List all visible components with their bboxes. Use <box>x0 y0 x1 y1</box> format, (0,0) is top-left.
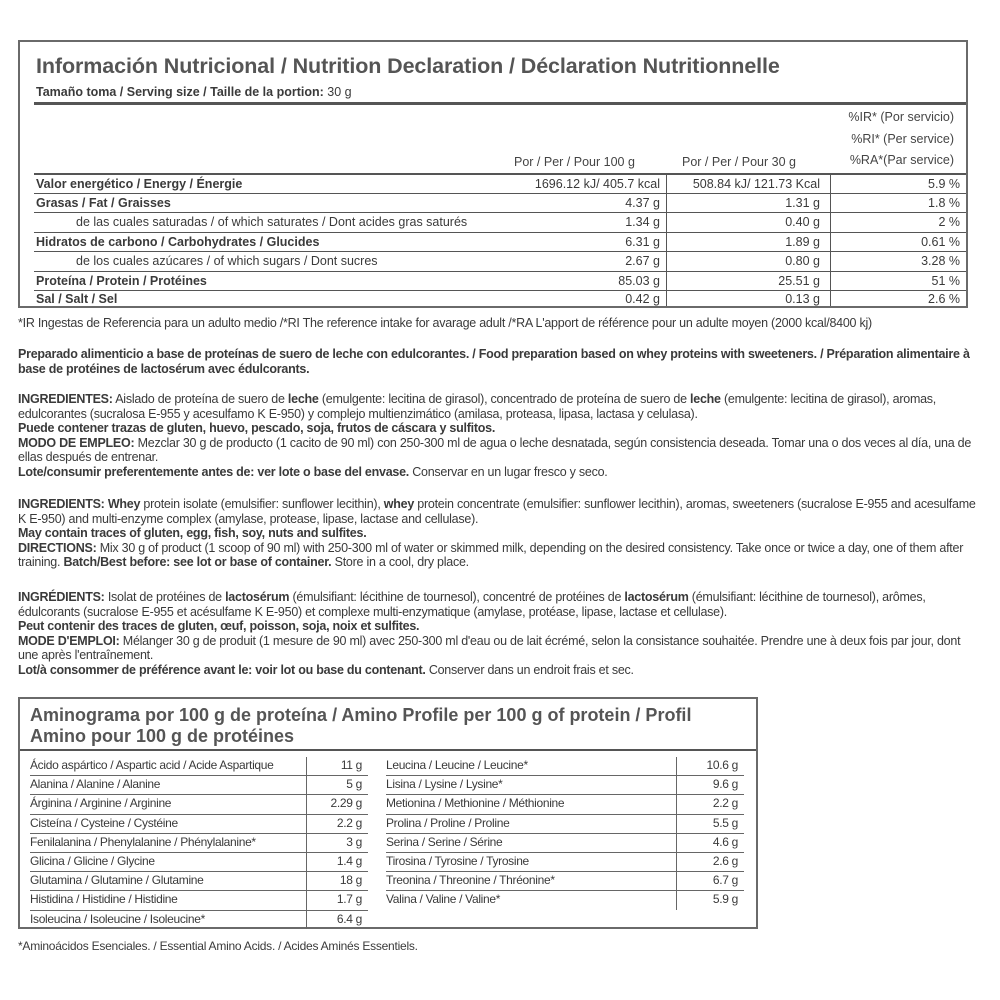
ingredients-fr <box>18 590 982 619</box>
amino-row <box>30 776 364 795</box>
column-divider <box>830 175 831 306</box>
ingredients-text: (emulgente: lecitina de girasol), concentrado de proteína de suero de <box>318 392 691 406</box>
storage-text: Conservar en un lugar fresco y seco. <box>409 464 608 479</box>
row-per100: 2.67 g <box>625 254 660 268</box>
amino-name: Isoleucina / Isoleucine / Isoleucine* <box>30 911 205 926</box>
ingredients-text: (émulsifiant: lécithine de tournesol), concentré de protéines de <box>289 590 625 604</box>
ingredients-label: INGREDIENTES: <box>18 392 113 406</box>
amino-row <box>386 815 740 834</box>
row-per100: 1.34 g <box>625 215 660 229</box>
nutrition-row-energy <box>34 175 966 193</box>
column-divider <box>666 175 667 306</box>
amino-column-right <box>386 757 740 911</box>
amino-row <box>30 815 364 834</box>
lot-label: Lot/à consommer de préférence avant le: voir lot ou base du contenant. <box>18 662 426 677</box>
nutrition-row-fat <box>34 194 966 212</box>
directions-es <box>18 436 982 465</box>
amino-row <box>386 757 740 776</box>
row-per30: 1.31 g <box>785 196 820 210</box>
row-per30: 0.40 g <box>785 215 820 229</box>
amino-value: 2.2 g <box>336 815 362 830</box>
section-en <box>18 497 982 570</box>
amino-title-rule <box>20 749 756 751</box>
allergen-highlight: Whey <box>104 497 141 511</box>
amino-footnote: *Aminoácidos Esenciales. / Essential Amino Acids. / Acides Aminés Essentiels. <box>18 939 418 953</box>
amino-value: 2.6 g <box>712 853 738 868</box>
ingredients-text: (emulgente: lecitina de girasol), aromas, edulcorantes (sucralosa E-955 y acesulfamo K E-950) y complejo multienzimático (amilasa, proteasa, lipasa, lactasa y celulasa). <box>18 392 937 421</box>
amino-name: Alanina / Alanine / Alanine <box>30 777 161 792</box>
amino-value: 10.6 g <box>706 758 738 772</box>
section-es <box>18 392 982 479</box>
amino-row <box>386 834 740 853</box>
amino-name: Prolina / Proline / Proline <box>386 815 510 830</box>
amino-value: 6.4 g <box>336 911 362 926</box>
row-ri: 2 % <box>938 215 960 229</box>
ingredients-text: Isolat de protéines de <box>104 590 226 604</box>
storage-text: Conserver dans un endroit frais et sec. <box>425 662 634 677</box>
directions-fr <box>18 634 982 663</box>
amino-row <box>30 834 364 853</box>
amino-name: Leucina / Leucine / Leucine* <box>386 758 528 772</box>
amino-row <box>30 911 364 930</box>
amino-name: Fenilalanina / Phenylalanine / Phénylalanine* <box>30 834 256 849</box>
directions-label: DIRECTIONS: <box>18 540 97 555</box>
row-per30: 1.89 g <box>785 235 820 249</box>
allergens-es: Puede contener trazas de gluten, huevo, pescado, soja, frutos de cáscara y sulfitos. <box>18 421 496 435</box>
amino-row <box>386 891 740 910</box>
allergen-highlight: leche <box>690 392 721 406</box>
amino-column-left <box>30 757 364 930</box>
directions-en <box>18 541 982 570</box>
amino-title: Aminograma por 100 g de proteína / Amino Profile per 100 g of protein / Profil Amino pour 100 g de protéines <box>30 705 692 746</box>
amino-profile-table <box>18 697 758 929</box>
amino-row <box>30 795 364 814</box>
amino-value: 2.29 g <box>330 796 362 811</box>
column-divider <box>306 757 307 929</box>
amino-row <box>30 853 364 872</box>
amino-name: Metionina / Methionine / Méthionine <box>386 796 565 811</box>
ingredients-label: INGRÉDIENTS: <box>18 590 105 604</box>
amino-value: 5.5 g <box>712 815 738 830</box>
directions-label: MODO DE EMPLEO: <box>18 435 135 450</box>
nutrition-title: Información Nutricional / Nutrition Declaration / Déclaration Nutritionnelle <box>36 54 780 78</box>
amino-name: Árginina / Arginine / Arginine <box>30 796 172 811</box>
allergens-fr: Peut contenir des traces de gluten, œuf, poisson, soja, noix et sulfites. <box>18 619 420 633</box>
ingredients-text: protein isolate (emulsifier: sunflower lecithin), <box>140 497 384 511</box>
amino-value: 5 g <box>346 777 362 792</box>
amino-name: Ácido aspártico / Aspartic acid / Acide Aspartique <box>30 758 274 772</box>
nutrition-row-protein <box>34 272 966 290</box>
row-label: Hidratos de carbono / Carbohydrates / Glucides <box>36 235 320 249</box>
row-per100: 4.37 g <box>625 196 660 210</box>
amino-name: Treonina / Threonine / Thréonine* <box>386 873 555 888</box>
section-fr <box>18 590 982 677</box>
storage-fr <box>18 663 982 678</box>
row-per100: 1696.12 kJ/ 405.7 kcal <box>534 177 660 191</box>
serving-size-label: Tamaño toma / Serving size / Taille de la portion: <box>36 85 324 99</box>
ri-header-es: %IR* (Por servicio) <box>848 110 954 124</box>
amino-name: Valina / Valine / Valine* <box>386 892 501 907</box>
allergen-highlight: leche <box>287 392 319 406</box>
storage-es <box>18 465 982 480</box>
ingredients-text: (émulsifiant: lécithine de tournesol), arômes, édulcorants (sucralose E-955 et acésulfame K E-950) et complexe multi-enzymatique (amylase, protéase, lipase, lactase et cellulase). <box>18 590 926 619</box>
row-per30: 508.84 kJ/ 121.73 Kcal <box>692 177 820 191</box>
lot-label: Batch/Best before: see lot or base of container. <box>63 555 332 569</box>
amino-name: Histidina / Histidine / Histidine <box>30 892 178 907</box>
amino-row <box>386 776 740 795</box>
row-label: Valor energético / Energy / Énergie <box>36 177 243 191</box>
lot-label: Lote/consumir preferentemente antes de: ver lote o base del envase. <box>18 464 410 479</box>
ingredients-text: protein concentrate (emulsifier: sunflower lecithin), aromas, sweeteners (sucralose E-955 and acesulfame K E-950) and multi-enzyme complex (amylase, protease, lipase, lactase and cellulase). <box>18 497 976 526</box>
directions-text: Mix 30 g of product (1 scoop of 90 ml) with 250-300 ml of water or skimmed milk, depending on the desired consistency. Take once or twice a day, one of them after training. <box>18 540 964 569</box>
amino-value: 11 g <box>340 758 362 772</box>
title-rule <box>34 102 966 105</box>
nutrition-row-sugars <box>34 252 966 270</box>
amino-value: 1.4 g <box>336 853 362 868</box>
allergen-highlight: lactosérum <box>225 590 290 604</box>
allergen-highlight: whey <box>383 497 415 511</box>
nutrition-table <box>18 40 968 308</box>
ri-footnote: *IR Ingestas de Referencia para un adulto medio /*RI The reference intake for avarage adult /*RA L'apport de référence pour un adulte moyen (2000 kcal/8400 kj) <box>18 316 872 330</box>
col-header-per30: Por / Per / Pour 30 g <box>682 155 796 169</box>
amino-value: 9.6 g <box>712 777 738 792</box>
amino-value: 5.9 g <box>712 892 738 907</box>
directions-label: MODE D'EMPLOI: <box>18 633 120 648</box>
amino-value: 4.6 g <box>712 834 738 849</box>
nutrition-row-salt <box>34 290 966 308</box>
row-label: de los cuales azúcares / of which sugars / Dont sucres <box>76 254 378 268</box>
row-per30: 0.13 g <box>785 292 820 306</box>
amino-name: Serina / Serine / Sérine <box>386 834 503 849</box>
row-per100: 0.42 g <box>625 292 660 306</box>
row-ri: 1.8 % <box>928 196 960 210</box>
row-ri: 3.28 % <box>921 254 960 268</box>
amino-row <box>386 795 740 814</box>
amino-row <box>30 757 364 776</box>
amino-value: 6.7 g <box>712 873 738 888</box>
ingredients-en <box>18 497 982 526</box>
row-label: Proteína / Protein / Protéines <box>36 274 207 288</box>
directions-text: Mezclar 30 g de producto (1 cacito de 90 ml) con 250-300 ml de agua o leche desnatada, según consistencia deseada. Tomar una o dos veces al día, una de ellas después de entrenar. <box>18 435 972 464</box>
amino-row <box>386 853 740 872</box>
product-description <box>18 347 982 376</box>
storage-text: Store in a cool, dry place. <box>331 555 469 569</box>
serving-size-value: 30 g <box>323 85 352 99</box>
row-label: Grasas / Fat / Graisses <box>36 196 171 210</box>
amino-value: 18 g <box>339 873 362 888</box>
amino-name: Cisteína / Cysteine / Cystéine <box>30 815 178 830</box>
ingredients-es <box>18 392 982 421</box>
column-divider <box>676 757 677 910</box>
description-text: Preparado alimenticio a base de proteínas de suero de leche con edulcorantes. / Food preparation based on whey proteins with sweeteners. / Préparation alimentaire à base de protéines de lactosérum avec édulcorants. <box>18 347 970 376</box>
row-label: Sal / Salt / Sel <box>36 292 118 306</box>
amino-row <box>30 891 364 910</box>
row-per30: 0.80 g <box>785 254 820 268</box>
amino-row <box>386 872 740 891</box>
amino-name: Tirosina / Tyrosine / Tyrosine <box>386 853 529 868</box>
amino-row <box>30 872 364 891</box>
row-ri: 0.61 % <box>921 235 960 249</box>
row-per30: 25.51 g <box>778 274 820 288</box>
amino-value: 3 g <box>346 834 362 849</box>
row-per100: 85.03 g <box>618 274 660 288</box>
allergen-highlight: lactosérum <box>624 590 689 604</box>
row-per100: 6.31 g <box>625 235 660 249</box>
row-ri: 2.6 % <box>928 292 960 306</box>
row-label: de las cuales saturadas / of which saturates / Dont acides gras saturés <box>76 215 468 229</box>
directions-text: Mélanger 30 g de produit (1 mesure de 90 ml) avec 250-300 ml d'eau ou de lait écrémé, selon la consistance souhaitée. Prendre une à deux fois par jour, dont une après l'entraînement. <box>18 633 961 662</box>
row-ri: 51 % <box>931 274 960 288</box>
nutrition-row-carbohydrates <box>34 233 966 251</box>
amino-name: Lisina / Lysine / Lysine* <box>386 777 503 792</box>
serving-size <box>36 85 352 99</box>
ingredients-label: INGREDIENTS: <box>18 497 105 511</box>
amino-value: 1.7 g <box>336 892 362 907</box>
ri-header-en: %RI* (Per service) <box>851 132 954 146</box>
col-header-per100: Por / Per / Pour 100 g <box>514 155 635 169</box>
row-ri: 5.9 % <box>928 177 960 191</box>
nutrition-row-saturates <box>34 213 966 231</box>
amino-name: Glicina / Glicine / Glycine <box>30 853 155 868</box>
amino-value: 2.2 g <box>712 796 738 811</box>
ri-header-fr: %RA*(Par service) <box>849 153 954 167</box>
allergens-en: May contain traces of gluten, egg, fish, soy, nuts and sulfites. <box>18 526 367 540</box>
amino-name: Glutamina / Glutamine / Glutamine <box>30 873 204 888</box>
ingredients-text: Aislado de proteína de suero de <box>112 392 288 406</box>
